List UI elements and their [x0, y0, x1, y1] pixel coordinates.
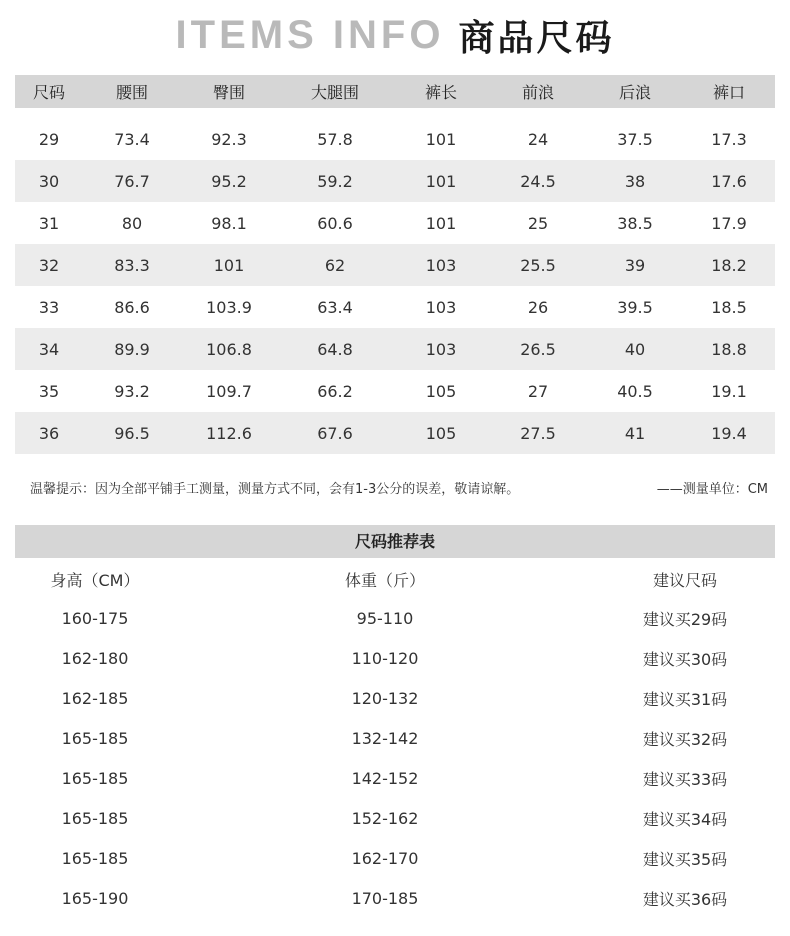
- table-cell: 165-190: [61, 888, 129, 908]
- table-cell: 86.6: [114, 297, 150, 317]
- table-cell: 17.3: [711, 129, 747, 149]
- recommend-title: 尺码推荐表: [15, 525, 775, 558]
- table-cell: 39.5: [617, 297, 653, 317]
- title-chinese: 商品尺码: [458, 18, 615, 59]
- table-cell: 142-152: [351, 768, 419, 788]
- table-cell: 132-142: [351, 728, 419, 748]
- table-cell: 80: [121, 213, 143, 233]
- table-cell: 39: [587, 244, 683, 286]
- table-cell: 建议买33码: [642, 769, 728, 789]
- header-cell: 裤口: [683, 75, 775, 108]
- table-cell: 27.5: [489, 412, 587, 454]
- size-table: [15, 75, 775, 454]
- table-cell: 19.4: [683, 412, 775, 454]
- table-cell: 103: [393, 244, 489, 286]
- table-cell: 建议买35码: [642, 849, 728, 869]
- table-row: [15, 798, 775, 838]
- table-row: [15, 370, 775, 412]
- table-cell: 40.5: [617, 381, 653, 401]
- table-cell: 95.2: [181, 160, 277, 202]
- table-row: [15, 412, 775, 454]
- table-cell: 24.5: [489, 160, 587, 202]
- table-cell: 25.5: [489, 244, 587, 286]
- table-cell: 165-185: [61, 768, 129, 788]
- header-cell: 后浪: [587, 75, 683, 108]
- table-row: [15, 638, 775, 678]
- table-row: [15, 244, 775, 286]
- table-row: [15, 160, 775, 202]
- table-cell: 106.8: [181, 328, 277, 370]
- table-cell: 165-185: [61, 808, 129, 828]
- table-cell: 105: [425, 381, 457, 401]
- header-cell: 腰围: [83, 75, 181, 108]
- table-cell: 60.6: [317, 213, 353, 233]
- table-row: [15, 598, 775, 638]
- table-cell: 64.8: [277, 328, 393, 370]
- header-cell: 裤长: [393, 75, 489, 108]
- table-cell: 162-170: [351, 848, 419, 868]
- table-cell: 19.1: [711, 381, 747, 401]
- header-cell: 前浪: [489, 75, 587, 108]
- header-cell: 建议尺码: [652, 570, 717, 590]
- table-cell: 29: [38, 129, 60, 149]
- table-cell: 152-162: [351, 808, 419, 828]
- page-title: [0, 10, 790, 60]
- table-cell: 67.6: [277, 412, 393, 454]
- table-cell: 59.2: [277, 160, 393, 202]
- table-cell: 35: [38, 381, 60, 401]
- table-cell: 101: [181, 244, 277, 286]
- table-cell: 17.9: [711, 213, 747, 233]
- table-cell: 162-185: [61, 688, 129, 708]
- table-cell: 96.5: [83, 412, 181, 454]
- recommend-table-header: [15, 560, 775, 598]
- header-cell: 身高（CM）: [50, 570, 140, 590]
- table-cell: 30: [15, 160, 83, 202]
- size-table-header: [15, 75, 775, 108]
- table-row: [15, 758, 775, 798]
- table-cell: 162-180: [61, 648, 129, 668]
- table-cell: 93.2: [114, 381, 150, 401]
- table-cell: 165-185: [61, 728, 129, 748]
- table-cell: 建议买34码: [642, 809, 728, 829]
- table-cell: 95-110: [356, 608, 414, 628]
- table-row: [15, 878, 775, 918]
- spacer-row: [15, 108, 775, 118]
- table-cell: 83.3: [83, 244, 181, 286]
- table-cell: 建议买31码: [642, 689, 728, 709]
- measurement-note: 温馨提示：因为全部平铺手工测量，测量方式不同，会有1-3公分的误差，敬请谅解。: [30, 482, 520, 497]
- table-cell: 40: [587, 328, 683, 370]
- table-cell: 37.5: [617, 129, 653, 149]
- table-cell: 98.1: [211, 213, 247, 233]
- table-row: [15, 838, 775, 878]
- table-cell: 160-175: [61, 608, 129, 628]
- table-cell: 109.7: [206, 381, 252, 401]
- table-row: [15, 118, 775, 160]
- table-cell: 26.5: [489, 328, 587, 370]
- table-cell: 31: [38, 213, 60, 233]
- header-cell: 大腿围: [277, 75, 393, 108]
- header-cell: 体重（斤）: [344, 570, 425, 590]
- table-cell: 57.8: [317, 129, 353, 149]
- table-cell: 18.2: [683, 244, 775, 286]
- header-cell: 尺码: [15, 75, 83, 108]
- table-cell: 38.5: [617, 213, 653, 233]
- table-cell: 62: [277, 244, 393, 286]
- table-cell: 建议买29码: [642, 609, 728, 629]
- table-cell: 89.9: [83, 328, 181, 370]
- table-cell: 18.8: [683, 328, 775, 370]
- table-cell: 101: [425, 129, 457, 149]
- table-cell: 110-120: [351, 648, 419, 668]
- table-cell: 165-185: [61, 848, 129, 868]
- table-cell: 34: [15, 328, 83, 370]
- table-cell: 103: [425, 297, 457, 317]
- table-cell: 105: [393, 412, 489, 454]
- table-cell: 92.3: [211, 129, 247, 149]
- table-cell: 63.4: [317, 297, 353, 317]
- table-row: [15, 286, 775, 328]
- table-cell: 17.6: [683, 160, 775, 202]
- table-cell: 33: [38, 297, 60, 317]
- table-cell: 76.7: [83, 160, 181, 202]
- table-cell: 38: [587, 160, 683, 202]
- table-cell: 25: [527, 213, 549, 233]
- table-cell: 26: [527, 297, 549, 317]
- header-cell: 臀围: [181, 75, 277, 108]
- table-cell: 36: [15, 412, 83, 454]
- table-cell: 建议买32码: [642, 729, 728, 749]
- table-cell: 建议买36码: [642, 889, 728, 909]
- table-row: [15, 328, 775, 370]
- table-cell: 73.4: [114, 129, 150, 149]
- table-cell: 24: [527, 129, 549, 149]
- table-cell: 41: [587, 412, 683, 454]
- table-cell: 27: [527, 381, 549, 401]
- table-row: [15, 202, 775, 244]
- table-cell: 101: [393, 160, 489, 202]
- title-english: ITEMS INFO: [175, 13, 445, 57]
- measurement-unit: ——测量单位：CM: [656, 482, 768, 497]
- table-row: [15, 678, 775, 718]
- table-cell: 101: [425, 213, 457, 233]
- recommend-table: [15, 560, 775, 918]
- table-cell: 112.6: [181, 412, 277, 454]
- table-cell: 建议买30码: [642, 649, 728, 669]
- table-cell: 32: [15, 244, 83, 286]
- table-cell: 103.9: [206, 297, 252, 317]
- table-row: [15, 718, 775, 758]
- table-cell: 120-132: [351, 688, 419, 708]
- table-cell: 103: [393, 328, 489, 370]
- table-cell: 18.5: [711, 297, 747, 317]
- table-cell: 66.2: [317, 381, 353, 401]
- table-cell: 170-185: [351, 888, 419, 908]
